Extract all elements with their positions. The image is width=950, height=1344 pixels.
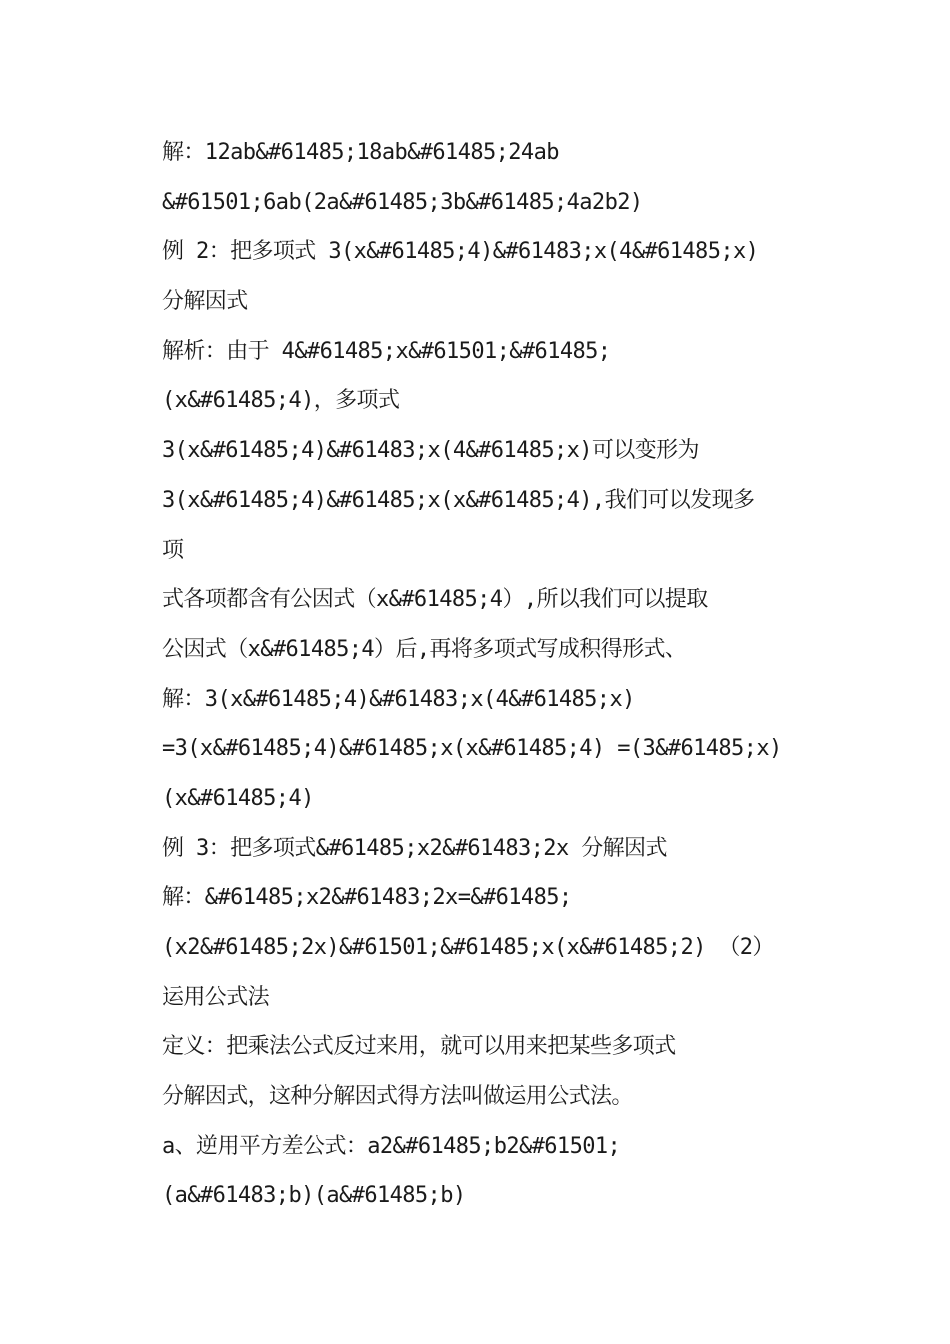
text-line: =3(x&#61485;4)&#61485;x(x&#61485;4) =(3&#61485;x)	[162, 736, 782, 762]
text-line: 分解因式，这种分解因式得方法叫做运用公式法。	[162, 1084, 633, 1110]
text-line: (a&#61483;b)(a&#61485;b)	[162, 1183, 466, 1209]
text-line: 解析：由于 4&#61485;x&#61501;&#61485;	[162, 338, 611, 364]
text-line: (x&#61485;4)	[162, 785, 314, 811]
text-line: &#61501;6ab(2a&#61485;3b&#61485;4a2b2)	[162, 189, 643, 215]
text-line: (x2&#61485;2x)&#61501;&#61485;x(x&#61485;2) （2）	[162, 935, 774, 960]
text-line: 3(x&#61485;4)&#61483;x(4&#61485;x)可以变形为	[162, 438, 699, 464]
text-line: 项	[162, 537, 184, 563]
text-line: 公因式（x&#61485;4）后,再将多项式写成积得形式、	[162, 636, 687, 662]
text-line: 3(x&#61485;4)&#61485;x(x&#61485;4),我们可以发现多	[162, 487, 755, 513]
text-line: 运用公式法	[162, 984, 270, 1010]
text-line: 解：&#61485;x2&#61483;2x=&#61485;	[162, 885, 572, 911]
text-line: 解：12ab&#61485;18ab&#61485;24ab	[162, 140, 559, 165]
text-line: a、逆用平方差公式：a2&#61485;b2&#61501;	[162, 1133, 621, 1159]
text-line: 定义：把乘法公式反过来用，就可以用来把某些多项式	[162, 1034, 676, 1060]
text-line: 解：3(x&#61485;4)&#61483;x(4&#61485;x)	[162, 686, 635, 712]
text-line: 例 2：把多项式 3(x&#61485;4)&#61483;x(4&#61485;x)	[162, 239, 759, 265]
text-line: 例 3：把多项式&#61485;x2&#61483;2x 分解因式	[162, 835, 667, 861]
text-line: 式各项都含有公因式（x&#61485;4）,所以我们可以提取	[162, 587, 708, 613]
text-line: (x&#61485;4)，多项式	[162, 388, 400, 414]
document-body	[162, 128, 802, 1221]
text-line: 分解因式	[162, 289, 248, 315]
